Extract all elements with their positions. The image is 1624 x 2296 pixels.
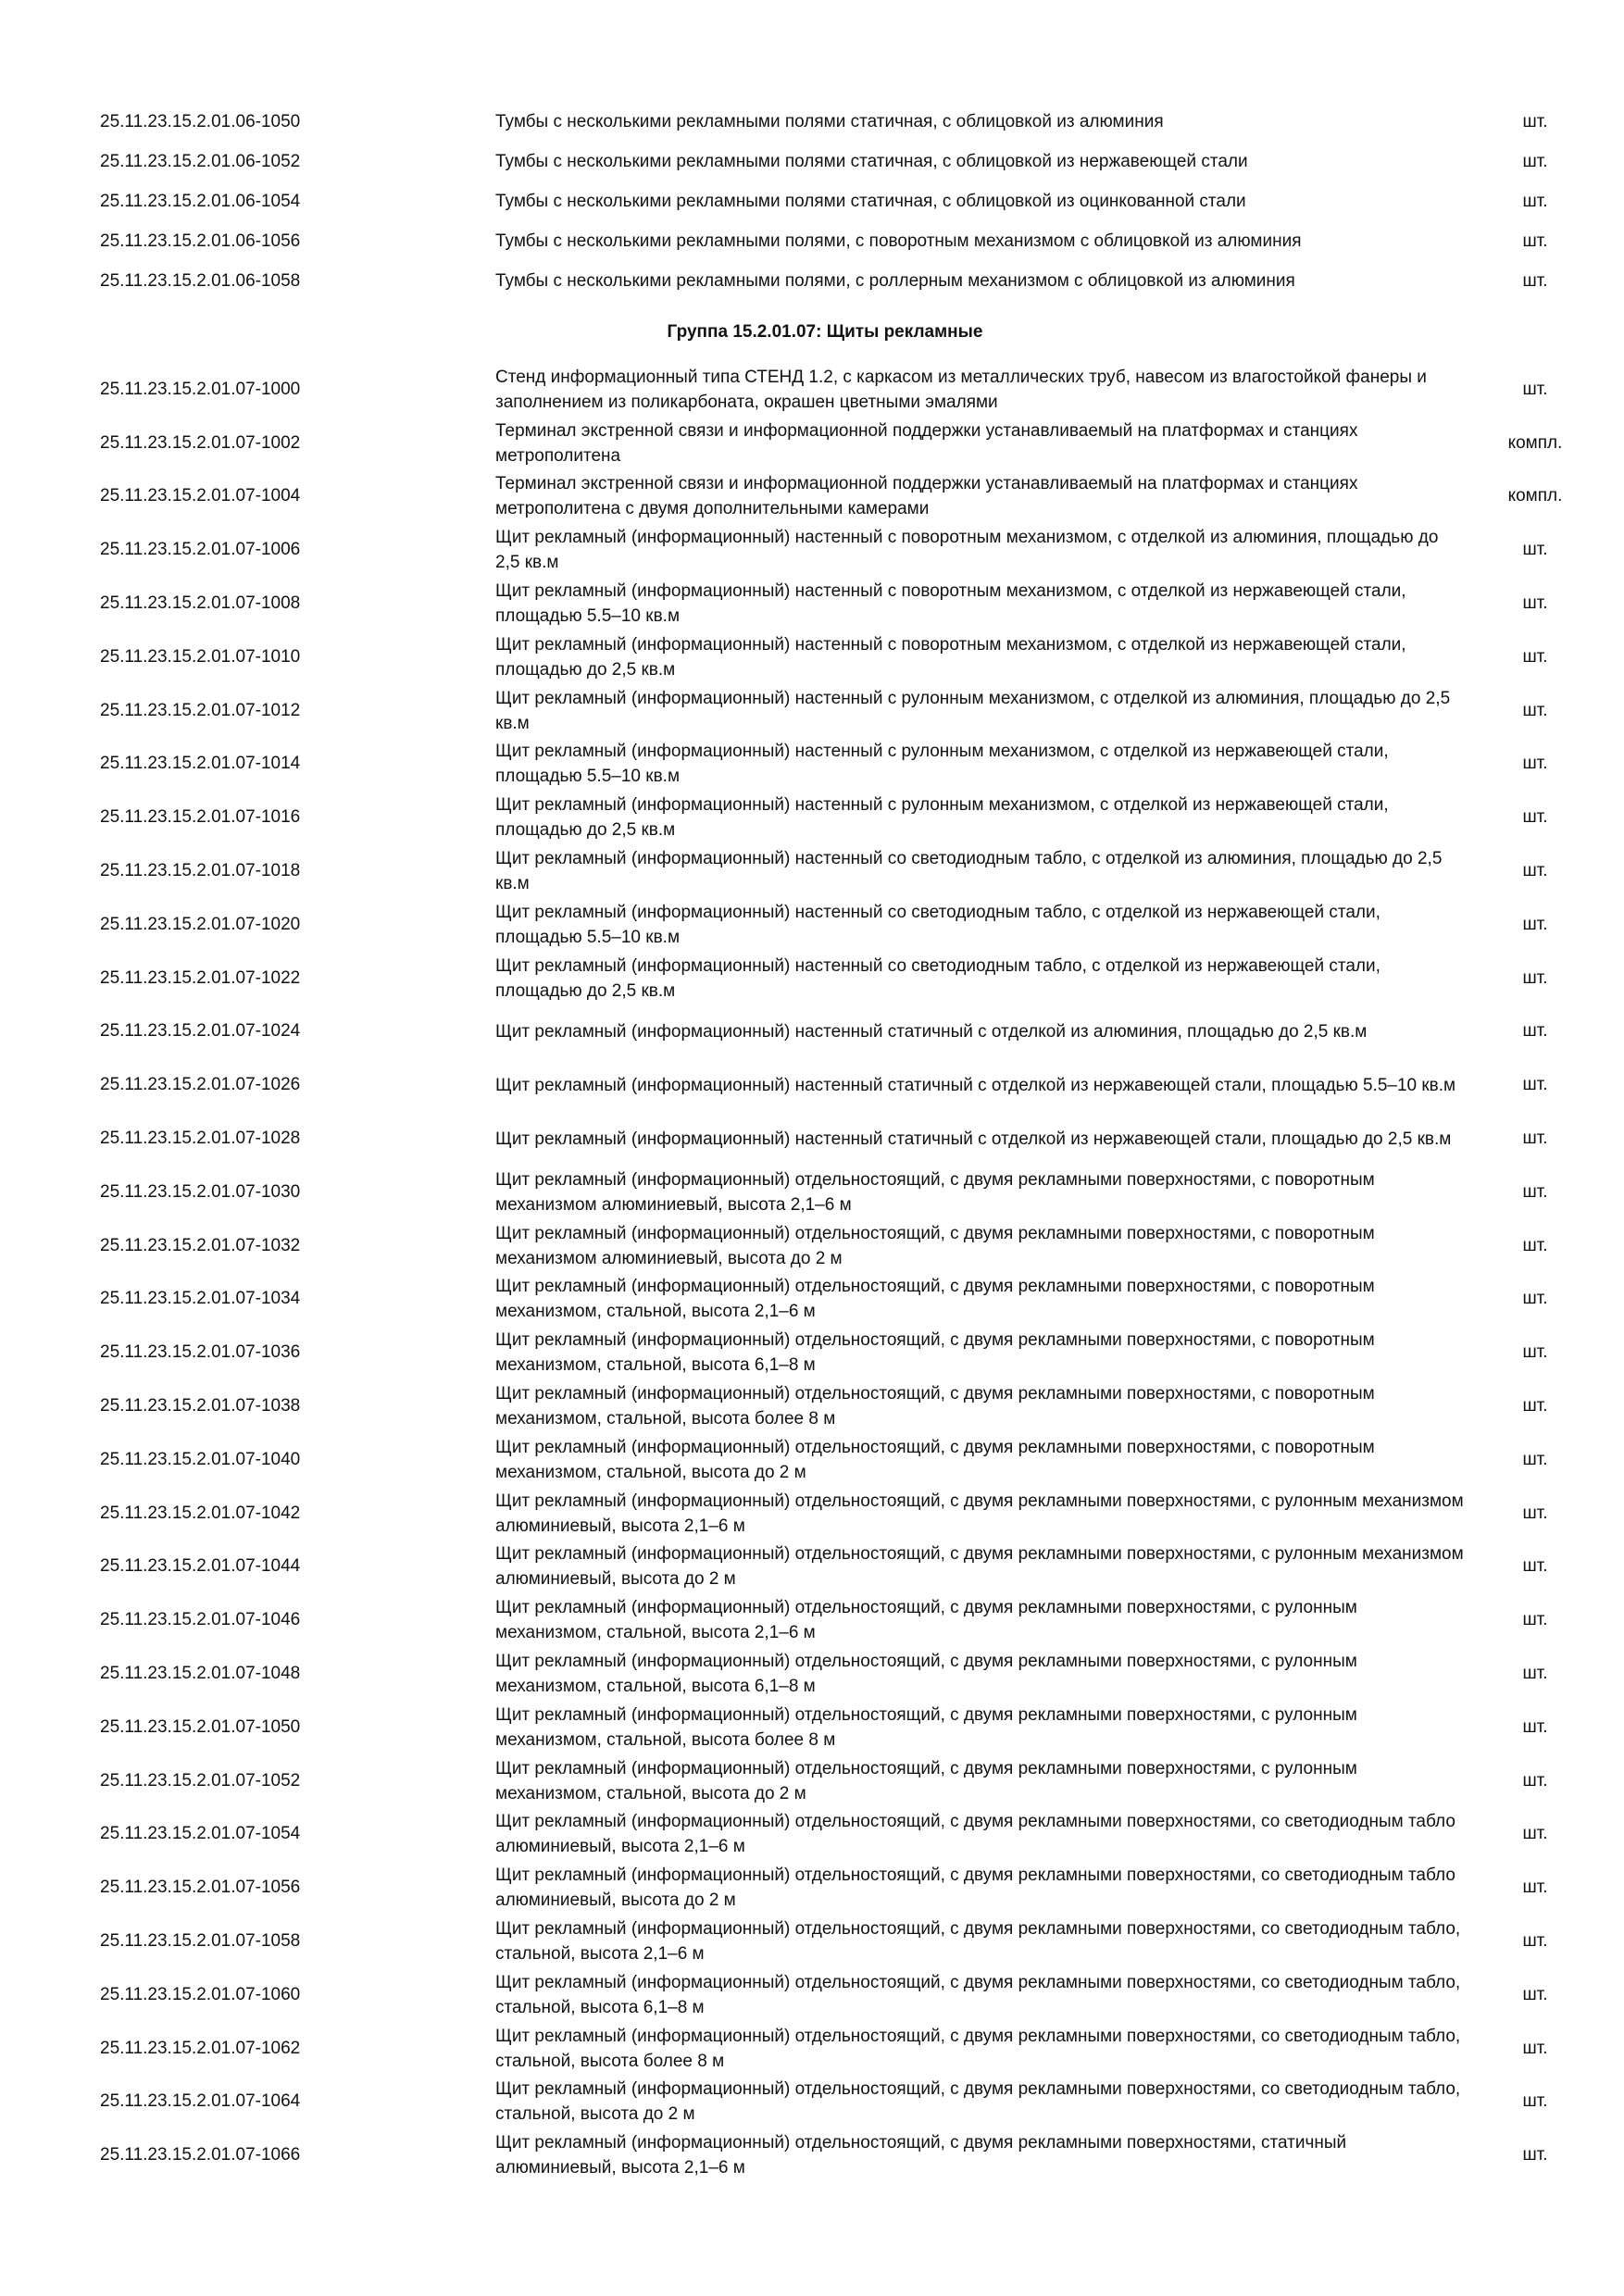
item-unit: шт. <box>1522 270 1548 291</box>
item-description: Щит рекламный (информационный) отдельностоящий, с двумя рекламными поверхностями, с поворотным механизмом, стальной, высота 2,1–6 м <box>495 1277 1375 1322</box>
document-page <box>0 102 1624 2182</box>
item-description: Щит рекламный (информационный) настенный с поворотным механизмом, с отделкой из алюминия, площадью до 2,5 кв.м <box>495 528 1439 573</box>
item-description: Щит рекламный (информационный) отдельностоящий, с двумя рекламными поверхностями, со светодиодным табло, стальной, высота 2,1–6 м <box>495 1919 1461 1964</box>
table-row <box>0 1112 1624 1166</box>
item-description: Терминал экстренной связи и информационной поддержки устанавливаемый на платформах и станциях метрополитена <box>495 420 1358 466</box>
table-row <box>0 577 1624 630</box>
item-unit: шт. <box>1522 1075 1548 1095</box>
group-title: Группа 15.2.01.07: Щиты рекламные <box>667 321 983 342</box>
table-row <box>0 181 1624 221</box>
item-unit: шт. <box>1522 1449 1548 1469</box>
table-row <box>0 1968 1624 2022</box>
table-row <box>0 952 1624 1005</box>
item-description: Щит рекламный (информационный) настенный с рулонным механизмом, с отделкой из алюминия, площадью до 2,5 кв.м <box>495 688 1451 733</box>
item-code: 25.11.23.15.2.01.07-1016 <box>100 807 301 828</box>
table-row <box>0 1808 1624 1862</box>
table-row <box>0 684 1624 738</box>
item-code: 25.11.23.15.2.01.07-1046 <box>100 1610 301 1630</box>
table-row <box>0 1058 1624 1112</box>
item-description: Щит рекламный (информационный) отдельностоящий, с двумя рекламными поверхностями, со светодиодным табло, стальной, высота более 8 м <box>495 2026 1461 2071</box>
item-code: 25.11.23.15.2.01.06-1054 <box>100 191 301 211</box>
item-code: 25.11.23.15.2.01.07-1036 <box>100 1342 301 1363</box>
item-unit: шт. <box>1522 967 1548 988</box>
item-code: 25.11.23.15.2.01.07-1002 <box>100 432 301 453</box>
item-unit: шт. <box>1522 914 1548 934</box>
item-unit: шт. <box>1522 1396 1548 1416</box>
item-code: 25.11.23.15.2.01.07-1066 <box>100 2145 301 2165</box>
item-unit: шт. <box>1522 646 1548 667</box>
item-unit: компл. <box>1507 432 1563 453</box>
table-section-top <box>0 102 1624 301</box>
item-unit: шт. <box>1522 861 1548 881</box>
item-code: 25.11.23.15.2.01.07-1038 <box>100 1396 301 1416</box>
item-unit: шт. <box>1522 1289 1548 1309</box>
item-description: Щит рекламный (информационный) настенный с поворотным механизмом, с отделкой из нержавеющей стали, площадью до 2,5 кв.м <box>495 634 1406 680</box>
item-code: 25.11.23.15.2.01.07-1042 <box>100 1503 301 1523</box>
table-row <box>0 2076 1624 2129</box>
item-unit: шт. <box>1522 540 1548 560</box>
item-code: 25.11.23.15.2.01.07-1058 <box>100 1931 301 1951</box>
table-row <box>0 523 1624 577</box>
item-description: Щит рекламный (информационный) настенный статичный с отделкой из алюминия, площадью до 2,5 кв.м <box>495 1021 1368 1042</box>
item-unit: шт. <box>1522 1342 1548 1363</box>
item-description: Тумбы с несколькими рекламными полями, с поворотным механизмом с облицовкой из алюминия <box>495 231 1302 251</box>
item-code: 25.11.23.15.2.01.07-1050 <box>100 1716 301 1737</box>
item-description: Щит рекламный (информационный) настенный с рулонным механизмом, с отделкой из нержавеющей стали, площадью до 2,5 кв.м <box>495 795 1389 841</box>
table-row <box>0 1915 1624 1968</box>
table-row <box>0 844 1624 898</box>
item-unit: шт. <box>1522 1984 1548 2004</box>
item-code: 25.11.23.15.2.01.07-1008 <box>100 593 301 614</box>
item-code: 25.11.23.15.2.01.07-1030 <box>100 1181 301 1202</box>
item-code: 25.11.23.15.2.01.07-1054 <box>100 1824 301 1844</box>
table-row <box>0 1861 1624 1915</box>
item-code: 25.11.23.15.2.01.07-1012 <box>100 700 301 720</box>
item-code: 25.11.23.15.2.01.07-1028 <box>100 1129 301 1149</box>
item-description: Щит рекламный (информационный) настенный статичный с отделкой из нержавеющей стали, площадью до 2,5 кв.м <box>495 1129 1452 1149</box>
item-unit: шт. <box>1522 1021 1548 1042</box>
table-row <box>0 221 1624 261</box>
item-description: Щит рекламный (информационный) отдельностоящий, с двумя рекламными поверхностями, с рулонным механизмом алюминиевый, высота до 2 м <box>495 1544 1464 1590</box>
item-code: 25.11.23.15.2.01.07-1018 <box>100 861 301 881</box>
table-row <box>0 1326 1624 1379</box>
item-code: 25.11.23.15.2.01.07-1014 <box>100 754 301 774</box>
item-unit: шт. <box>1522 1878 1548 1898</box>
table-row <box>0 738 1624 792</box>
table-row <box>0 261 1624 301</box>
item-unit: шт. <box>1522 1235 1548 1255</box>
item-code: 25.11.23.15.2.01.07-1000 <box>100 379 301 399</box>
item-code: 25.11.23.15.2.01.07-1034 <box>100 1289 301 1309</box>
item-description: Щит рекламный (информационный) отдельностоящий, с двумя рекламными поверхностями, с рулонным механизмом, стальной, высота до 2 м <box>495 1758 1357 1803</box>
item-description: Щит рекламный (информационный) настенный со светодиодным табло, с отделкой из алюминия, площадью до 2,5 кв.м <box>495 849 1443 894</box>
item-unit: шт. <box>1522 379 1548 399</box>
item-description: Щит рекламный (информационный) отдельностоящий, с двумя рекламными поверхностями, с поворотным механизмом алюминиевый, высота до 2 м <box>495 1223 1375 1268</box>
item-description: Тумбы с несколькими рекламными полями статичная, с облицовкой из нержавеющей стали <box>495 151 1248 171</box>
item-unit: шт. <box>1522 231 1548 251</box>
table-row <box>0 1166 1624 1219</box>
item-unit: шт. <box>1522 754 1548 774</box>
table-row <box>0 1701 1624 1754</box>
item-unit: шт. <box>1522 151 1548 171</box>
table-row <box>0 1005 1624 1059</box>
item-description: Щит рекламный (информационный) настенный со светодиодным табло, с отделкой из нержавеющей стали, площадью до 2,5 кв.м <box>495 955 1380 1001</box>
item-code: 25.11.23.15.2.01.06-1052 <box>100 151 301 171</box>
item-description: Щит рекламный (информационный) настенный с поворотным механизмом, с отделкой из нержавеющей стали, площадью 5.5–10 кв.м <box>495 581 1406 627</box>
item-unit: шт. <box>1522 1716 1548 1737</box>
item-description: Щит рекламный (информационный) отдельностоящий, с двумя рекламными поверхностями, с поворотным механизмом, стальной, высота до 2 м <box>495 1437 1375 1482</box>
item-description: Тумбы с несколькими рекламными полями статичная, с облицовкой из алюминия <box>495 111 1164 131</box>
group-header <box>0 301 1624 363</box>
item-code: 25.11.23.15.2.01.07-1024 <box>100 1021 301 1042</box>
table-row <box>0 1433 1624 1487</box>
item-unit: шт. <box>1522 1556 1548 1577</box>
table-row <box>0 791 1624 844</box>
item-unit: шт. <box>1522 1770 1548 1791</box>
item-description: Щит рекламный (информационный) отдельностоящий, с двумя рекламными поверхностями, с рулонным механизмом алюминиевый, высота 2,1–6 м <box>495 1491 1464 1536</box>
table-row <box>0 1379 1624 1433</box>
item-unit: компл. <box>1507 486 1563 506</box>
item-unit: шт. <box>1522 1664 1548 1684</box>
table-row <box>0 2128 1624 2182</box>
item-unit: шт. <box>1522 1824 1548 1844</box>
table-row <box>0 1647 1624 1701</box>
item-code: 25.11.23.15.2.01.07-1026 <box>100 1075 301 1095</box>
item-unit: шт. <box>1522 111 1548 131</box>
item-code: 25.11.23.15.2.01.07-1056 <box>100 1878 301 1898</box>
item-description: Щит рекламный (информационный) настенный статичный с отделкой из нержавеющей стали, площадью 5.5–10 кв.м <box>495 1075 1456 1095</box>
item-unit: шт. <box>1522 1610 1548 1630</box>
item-unit: шт. <box>1522 2145 1548 2165</box>
item-description: Щит рекламный (информационный) отдельностоящий, с двумя рекламными поверхностями, с рулонным механизмом, стальной, высота 2,1–6 м <box>495 1598 1357 1643</box>
item-description: Щит рекламный (информационный) отдельностоящий, с двумя рекламными поверхностями, статичный алюминиевый, высота 2,1–6 м <box>495 2133 1347 2178</box>
item-code: 25.11.23.15.2.01.07-1052 <box>100 1770 301 1791</box>
table-row <box>0 2022 1624 2076</box>
item-description: Щит рекламный (информационный) отдельностоящий, с двумя рекламными поверхностями, с рулонным механизмом, стальной, высота более 8 м <box>495 1704 1357 1750</box>
item-description: Тумбы с несколькими рекламными полями статичная, с облицовкой из оцинкованной стали <box>495 191 1246 211</box>
item-code: 25.11.23.15.2.01.07-1004 <box>100 486 301 506</box>
table-row <box>0 1754 1624 1808</box>
item-code: 25.11.23.15.2.01.07-1060 <box>100 1984 301 2004</box>
table-row <box>0 102 1624 142</box>
item-description: Щит рекламный (информационный) отдельностоящий, с двумя рекламными поверхностями, со светодиодным табло, стальной, высота 6,1–8 м <box>495 1972 1461 2017</box>
item-code: 25.11.23.15.2.01.07-1040 <box>100 1449 301 1469</box>
item-description: Щит рекламный (информационный) настенный со светодиодным табло, с отделкой из нержавеющей стали, площадью 5.5–10 кв.м <box>495 902 1380 947</box>
item-description: Щит рекламный (информационный) отдельностоящий, с двумя рекламными поверхностями, с поворотным механизмом алюминиевый, высота 2,1–6 м <box>495 1169 1375 1215</box>
item-description: Щит рекламный (информационный) отдельностоящий, с двумя рекламными поверхностями, со светодиодным табло, стальной, высота до 2 м <box>495 2079 1461 2125</box>
item-code: 25.11.23.15.2.01.07-1022 <box>100 967 301 988</box>
item-code: 25.11.23.15.2.01.07-1044 <box>100 1556 301 1577</box>
item-description: Щит рекламный (информационный) отдельностоящий, с двумя рекламными поверхностями, с рулонным механизмом, стальной, высота 6,1–8 м <box>495 1652 1357 1697</box>
table-row <box>0 470 1624 524</box>
item-description: Щит рекламный (информационный) настенный с рулонным механизмом, с отделкой из нержавеющей стали, площадью 5.5–10 кв.м <box>495 742 1389 787</box>
table-row <box>0 1487 1624 1541</box>
item-code: 25.11.23.15.2.01.07-1062 <box>100 2038 301 2058</box>
item-code: 25.11.23.15.2.01.07-1006 <box>100 540 301 560</box>
table-row <box>0 630 1624 684</box>
item-code: 25.11.23.15.2.01.06-1050 <box>100 111 301 131</box>
table-row <box>0 898 1624 952</box>
table-row <box>0 142 1624 181</box>
item-code: 25.11.23.15.2.01.06-1056 <box>100 231 301 251</box>
table-row <box>0 363 1624 417</box>
item-description: Щит рекламный (информационный) отдельностоящий, с двумя рекламными поверхностями, с поворотным механизмом, стальной, высота 6,1–8 м <box>495 1330 1375 1376</box>
item-code: 25.11.23.15.2.01.06-1058 <box>100 270 301 291</box>
item-unit: шт. <box>1522 1181 1548 1202</box>
item-description: Стенд информационный типа СТЕНД 1.2, с каркасом из металлических труб, навесом из влагостойкой фанеры и заполнением из поликарбоната, окрашен цветными эмалями <box>495 367 1427 412</box>
table-row <box>0 1219 1624 1273</box>
item-unit: шт. <box>1522 2091 1548 2112</box>
item-unit: шт. <box>1522 700 1548 720</box>
item-code: 25.11.23.15.2.01.07-1010 <box>100 646 301 667</box>
item-code: 25.11.23.15.2.01.07-1032 <box>100 1235 301 1255</box>
table-row <box>0 1541 1624 1594</box>
item-description: Щит рекламный (информационный) отдельностоящий, с двумя рекламными поверхностями, со светодиодным табло алюминиевый, высота 2,1–6 м <box>495 1812 1455 1857</box>
item-code: 25.11.23.15.2.01.07-1048 <box>100 1664 301 1684</box>
table-row <box>0 417 1624 470</box>
item-description: Щит рекламный (информационный) отдельностоящий, с двумя рекламными поверхностями, с поворотным механизмом, стальной, высота более 8 м <box>495 1384 1375 1429</box>
item-unit: шт. <box>1522 593 1548 614</box>
item-unit: шт. <box>1522 191 1548 211</box>
item-code: 25.11.23.15.2.01.07-1020 <box>100 914 301 934</box>
item-unit: шт. <box>1522 1129 1548 1149</box>
item-unit: шт. <box>1522 2038 1548 2058</box>
item-description: Тумбы с несколькими рекламными полями, с роллерным механизмом с облицовкой из алюминия <box>495 270 1295 291</box>
item-unit: шт. <box>1522 807 1548 828</box>
item-unit: шт. <box>1522 1503 1548 1523</box>
table-section-group <box>0 363 1624 2182</box>
item-code: 25.11.23.15.2.01.07-1064 <box>100 2091 301 2112</box>
item-description: Щит рекламный (информационный) отдельностоящий, с двумя рекламными поверхностями, со светодиодным табло алюминиевый, высота до 2 м <box>495 1866 1455 1911</box>
item-unit: шт. <box>1522 1931 1548 1951</box>
table-row <box>0 1273 1624 1327</box>
item-description: Терминал экстренной связи и информационной поддержки устанавливаемый на платформах и станциях метрополитена с двумя дополнительными камерами <box>495 474 1358 519</box>
table-row <box>0 1593 1624 1647</box>
